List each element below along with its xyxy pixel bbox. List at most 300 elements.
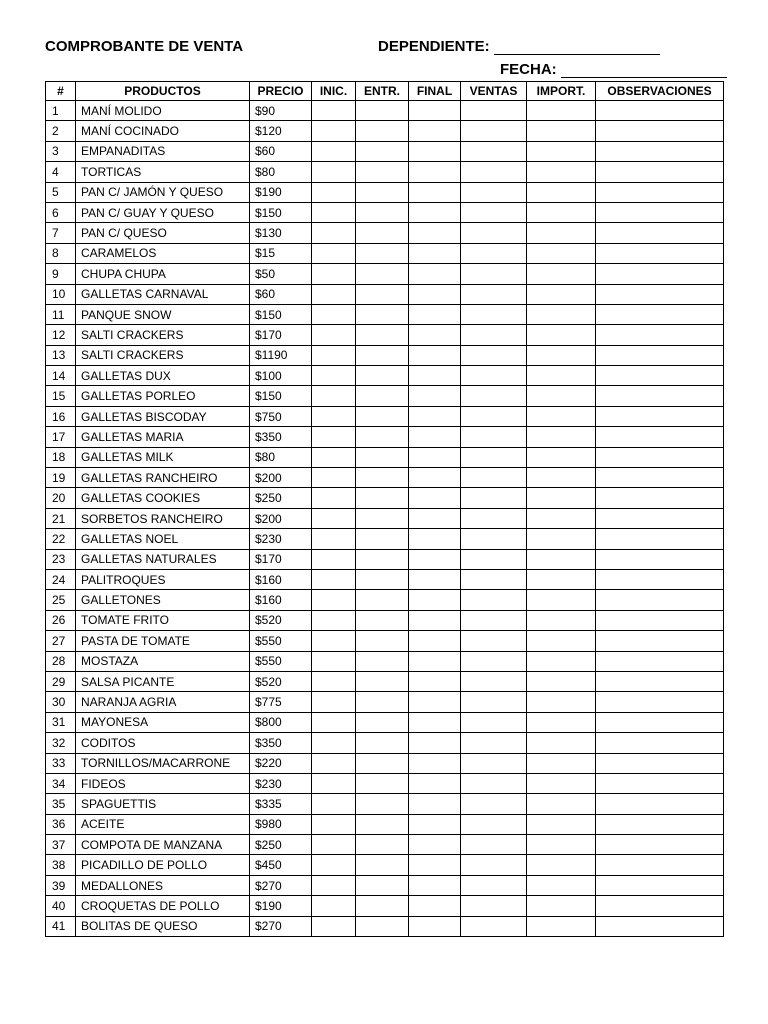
col-ventas-cell[interactable] [461,345,527,365]
col-ventas-cell[interactable] [461,182,527,202]
col-entr-cell[interactable] [356,671,409,691]
col-entr-cell[interactable] [356,162,409,182]
col-entr-cell[interactable] [356,488,409,508]
col-ventas-cell[interactable] [461,733,527,753]
col-inic-cell[interactable] [312,101,356,121]
col-import-cell[interactable] [527,162,596,182]
col-observaciones-cell[interactable] [596,569,724,589]
col-number-cell: 30 [46,692,76,712]
col-import-cell[interactable] [527,896,596,916]
col-inic-cell[interactable] [312,549,356,569]
col-number-cell: 24 [46,569,76,589]
col-precio-cell: $130 [250,223,312,243]
table-row [46,325,724,345]
col-final-cell[interactable] [409,773,461,793]
col-final-cell[interactable] [409,488,461,508]
col-inic-cell[interactable] [312,814,356,834]
fecha-blank-line[interactable] [561,63,727,78]
col-final-cell[interactable] [409,304,461,324]
col-inic-cell[interactable] [312,345,356,365]
col-entr-cell[interactable] [356,855,409,875]
col-inic-cell[interactable] [312,386,356,406]
col-entr-cell[interactable] [356,692,409,712]
col-entr-cell[interactable] [356,447,409,467]
col-productos-cell: GALLETAS DUX [76,366,250,386]
col-inic-cell[interactable] [312,427,356,447]
col-ventas-cell[interactable] [461,386,527,406]
col-observaciones-cell[interactable] [596,671,724,691]
col-ventas-cell[interactable] [461,264,527,284]
col-ventas-cell[interactable] [461,101,527,121]
col-observaciones-cell[interactable] [596,896,724,916]
col-productos-cell: TOMATE FRITO [76,610,250,630]
col-entr-cell[interactable] [356,345,409,365]
col-number-cell: 7 [46,223,76,243]
table-row [46,753,724,773]
col-number-cell: 3 [46,141,76,161]
col-import-cell[interactable] [527,202,596,222]
col-final-cell[interactable] [409,549,461,569]
col-ventas-cell[interactable] [461,406,527,426]
col-observaciones-cell[interactable] [596,549,724,569]
col-import-cell[interactable] [527,427,596,447]
col-observaciones-cell[interactable] [596,121,724,141]
col-import-cell[interactable] [527,733,596,753]
col-ventas-cell[interactable] [461,447,527,467]
col-entr-cell[interactable] [356,101,409,121]
col-number-cell: 16 [46,406,76,426]
col-entr-cell[interactable] [356,875,409,895]
col-inic-cell[interactable] [312,590,356,610]
col-import-cell[interactable] [527,712,596,732]
col-final-cell[interactable] [409,101,461,121]
col-import-cell[interactable] [527,223,596,243]
col-ventas-cell[interactable] [461,814,527,834]
col-ventas-cell[interactable] [461,610,527,630]
col-ventas-cell[interactable] [461,243,527,263]
col-entr-cell[interactable] [356,569,409,589]
table-row [46,264,724,284]
col-import-cell[interactable] [527,325,596,345]
col-observaciones-cell[interactable] [596,916,724,936]
col-productos-cell: PALITROQUES [76,569,250,589]
col-entr-cell[interactable] [356,631,409,651]
col-entr-cell[interactable] [356,243,409,263]
col-ventas-cell[interactable] [461,916,527,936]
col-observaciones-cell[interactable] [596,631,724,651]
col-inic-cell[interactable] [312,855,356,875]
col-inic-cell[interactable] [312,753,356,773]
col-productos-cell: PASTA DE TOMATE [76,631,250,651]
col-final-cell[interactable] [409,855,461,875]
col-productos-cell: SPAGUETTIS [76,794,250,814]
col-inic-cell[interactable] [312,896,356,916]
col-entr-cell[interactable] [356,223,409,243]
col-final-cell[interactable] [409,427,461,447]
col-ventas-cell[interactable] [461,162,527,182]
col-entr-cell[interactable] [356,406,409,426]
table-row [46,427,724,447]
col-final-cell[interactable] [409,916,461,936]
col-precio-cell: $250 [250,488,312,508]
col-entr-cell[interactable] [356,508,409,528]
col-final-cell[interactable] [409,386,461,406]
col-import-cell[interactable] [527,610,596,630]
col-import-cell[interactable] [527,671,596,691]
col-import-cell[interactable] [527,101,596,121]
col-observaciones-cell[interactable] [596,243,724,263]
col-productos-cell: GALLETAS MARIA [76,427,250,447]
col-final-cell[interactable] [409,447,461,467]
col-final-cell[interactable] [409,814,461,834]
col-final-cell[interactable] [409,182,461,202]
col-final-cell[interactable] [409,733,461,753]
col-entr-header: ENTR. [356,82,409,101]
col-observaciones-cell[interactable] [596,529,724,549]
col-final-cell[interactable] [409,264,461,284]
col-import-cell[interactable] [527,243,596,263]
col-import-cell[interactable] [527,141,596,161]
col-precio-cell: $450 [250,855,312,875]
col-number-cell: 8 [46,243,76,263]
col-entr-cell[interactable] [356,896,409,916]
col-import-cell[interactable] [527,488,596,508]
col-inic-cell[interactable] [312,488,356,508]
table-row [46,162,724,182]
table-row [46,386,724,406]
col-observaciones-cell[interactable] [596,182,724,202]
col-observaciones-cell[interactable] [596,304,724,324]
col-precio-cell: $100 [250,366,312,386]
col-inic-cell[interactable] [312,182,356,202]
col-import-cell[interactable] [527,468,596,488]
col-ventas-cell[interactable] [461,875,527,895]
col-ventas-cell[interactable] [461,427,527,447]
col-observaciones-cell[interactable] [596,712,724,732]
col-observaciones-cell[interactable] [596,610,724,630]
col-entr-cell[interactable] [356,325,409,345]
col-final-cell[interactable] [409,875,461,895]
col-entr-cell[interactable] [356,610,409,630]
col-entr-cell[interactable] [356,366,409,386]
col-import-cell[interactable] [527,529,596,549]
col-productos-cell: COMPOTA DE MANZANA [76,835,250,855]
col-observaciones-cell[interactable] [596,590,724,610]
col-number-cell: 5 [46,182,76,202]
col-final-cell[interactable] [409,243,461,263]
col-import-cell[interactable] [527,875,596,895]
col-ventas-cell[interactable] [461,549,527,569]
table-row [46,794,724,814]
table-row [46,304,724,324]
col-number-header: # [46,82,76,101]
col-ventas-cell[interactable] [461,794,527,814]
col-ventas-cell[interactable] [461,325,527,345]
dependiente-blank-line[interactable] [494,40,660,55]
col-productos-cell: SALTI CRACKERS [76,325,250,345]
table-row [46,610,724,630]
col-inic-cell[interactable] [312,264,356,284]
col-inic-cell[interactable] [312,121,356,141]
col-entr-cell[interactable] [356,651,409,671]
col-ventas-cell[interactable] [461,692,527,712]
col-observaciones-cell[interactable] [596,753,724,773]
col-final-cell[interactable] [409,162,461,182]
col-precio-cell: $190 [250,896,312,916]
col-entr-cell[interactable] [356,529,409,549]
col-ventas-cell[interactable] [461,651,527,671]
col-observaciones-cell[interactable] [596,101,724,121]
col-import-cell[interactable] [527,284,596,304]
col-entr-cell[interactable] [356,304,409,324]
col-entr-cell[interactable] [356,141,409,161]
col-observaciones-cell[interactable] [596,162,724,182]
col-observaciones-cell[interactable] [596,325,724,345]
col-final-cell[interactable] [409,610,461,630]
col-import-cell[interactable] [527,835,596,855]
col-number-cell: 22 [46,529,76,549]
col-observaciones-cell[interactable] [596,794,724,814]
col-ventas-cell[interactable] [461,753,527,773]
col-precio-cell: $200 [250,468,312,488]
col-final-cell[interactable] [409,121,461,141]
col-entr-cell[interactable] [356,386,409,406]
col-inic-cell[interactable] [312,794,356,814]
col-entr-cell[interactable] [356,427,409,447]
col-inic-cell[interactable] [312,671,356,691]
col-ventas-cell[interactable] [461,223,527,243]
col-observaciones-cell[interactable] [596,773,724,793]
col-inic-cell[interactable] [312,406,356,426]
col-inic-cell[interactable] [312,875,356,895]
col-ventas-cell[interactable] [461,121,527,141]
col-inic-cell[interactable] [312,243,356,263]
col-import-cell[interactable] [527,549,596,569]
col-import-cell[interactable] [527,121,596,141]
col-inic-cell[interactable] [312,447,356,467]
col-inic-cell[interactable] [312,366,356,386]
col-final-cell[interactable] [409,202,461,222]
col-entr-cell[interactable] [356,753,409,773]
col-inic-cell[interactable] [312,610,356,630]
col-precio-cell: $15 [250,243,312,263]
col-precio-cell: $1190 [250,345,312,365]
col-observaciones-cell[interactable] [596,202,724,222]
col-ventas-cell[interactable] [461,468,527,488]
col-import-cell[interactable] [527,855,596,875]
col-ventas-cell[interactable] [461,855,527,875]
col-observaciones-cell[interactable] [596,264,724,284]
col-import-cell[interactable] [527,916,596,936]
col-observaciones-cell[interactable] [596,284,724,304]
col-ventas-cell[interactable] [461,304,527,324]
col-ventas-cell[interactable] [461,671,527,691]
col-observaciones-cell[interactable] [596,366,724,386]
col-productos-cell: CHUPA CHUPA [76,264,250,284]
col-entr-cell[interactable] [356,916,409,936]
col-entr-cell[interactable] [356,121,409,141]
col-final-cell[interactable] [409,835,461,855]
col-observaciones-cell[interactable] [596,447,724,467]
col-inic-cell[interactable] [312,468,356,488]
col-ventas-cell[interactable] [461,202,527,222]
col-inic-cell[interactable] [312,569,356,589]
col-final-cell[interactable] [409,569,461,589]
col-final-cell[interactable] [409,896,461,916]
col-observaciones-cell[interactable] [596,406,724,426]
col-final-cell[interactable] [409,366,461,386]
table-row [46,508,724,528]
col-ventas-cell[interactable] [461,141,527,161]
col-final-cell[interactable] [409,692,461,712]
col-import-cell[interactable] [527,794,596,814]
col-observaciones-cell[interactable] [596,651,724,671]
col-entr-cell[interactable] [356,733,409,753]
col-import-cell[interactable] [527,406,596,426]
col-import-cell[interactable] [527,447,596,467]
col-final-cell[interactable] [409,671,461,691]
col-inic-cell[interactable] [312,162,356,182]
col-productos-cell: GALLETAS NATURALES [76,549,250,569]
col-import-cell[interactable] [527,569,596,589]
col-final-cell[interactable] [409,345,461,365]
col-ventas-cell[interactable] [461,631,527,651]
col-entr-cell[interactable] [356,835,409,855]
col-inic-cell[interactable] [312,773,356,793]
col-precio-cell: $80 [250,447,312,467]
col-final-cell[interactable] [409,631,461,651]
col-final-cell[interactable] [409,223,461,243]
col-observaciones-cell[interactable] [596,814,724,834]
col-import-cell[interactable] [527,651,596,671]
col-import-cell[interactable] [527,345,596,365]
col-observaciones-cell[interactable] [596,835,724,855]
col-final-cell[interactable] [409,651,461,671]
col-ventas-cell[interactable] [461,773,527,793]
col-inic-cell[interactable] [312,651,356,671]
col-inic-cell[interactable] [312,916,356,936]
col-inic-cell[interactable] [312,508,356,528]
col-ventas-cell[interactable] [461,488,527,508]
col-observaciones-cell[interactable] [596,733,724,753]
col-entr-cell[interactable] [356,182,409,202]
col-ventas-cell[interactable] [461,284,527,304]
col-productos-cell: SALTI CRACKERS [76,345,250,365]
col-import-cell[interactable] [527,814,596,834]
col-observaciones-cell[interactable] [596,875,724,895]
col-import-cell[interactable] [527,386,596,406]
col-ventas-cell[interactable] [461,712,527,732]
col-final-cell[interactable] [409,590,461,610]
col-inic-cell[interactable] [312,631,356,651]
col-inic-cell[interactable] [312,529,356,549]
col-entr-cell[interactable] [356,284,409,304]
col-final-cell[interactable] [409,753,461,773]
col-final-cell[interactable] [409,325,461,345]
col-inic-cell[interactable] [312,712,356,732]
table-row [46,855,724,875]
col-inic-cell[interactable] [312,304,356,324]
col-precio-cell: $190 [250,182,312,202]
col-final-cell[interactable] [409,794,461,814]
col-observaciones-cell[interactable] [596,508,724,528]
col-productos-cell: MEDALLONES [76,875,250,895]
col-ventas-cell[interactable] [461,896,527,916]
col-productos-cell: PAN C/ JAMÓN Y QUESO [76,182,250,202]
col-ventas-cell[interactable] [461,529,527,549]
col-ventas-cell[interactable] [461,569,527,589]
col-inic-cell[interactable] [312,202,356,222]
col-ventas-cell[interactable] [461,590,527,610]
col-number-cell: 29 [46,671,76,691]
col-observaciones-cell[interactable] [596,468,724,488]
col-entr-cell[interactable] [356,794,409,814]
col-observaciones-cell[interactable] [596,855,724,875]
col-import-cell[interactable] [527,182,596,202]
col-observaciones-cell[interactable] [596,427,724,447]
col-entr-cell[interactable] [356,264,409,284]
col-import-cell[interactable] [527,773,596,793]
col-final-cell[interactable] [409,712,461,732]
col-final-cell[interactable] [409,284,461,304]
col-inic-cell[interactable] [312,141,356,161]
col-observaciones-cell[interactable] [596,141,724,161]
col-import-cell[interactable] [527,264,596,284]
col-import-cell[interactable] [527,692,596,712]
col-entr-cell[interactable] [356,468,409,488]
col-entr-cell[interactable] [356,590,409,610]
col-precio-cell: $980 [250,814,312,834]
col-ventas-cell[interactable] [461,835,527,855]
col-final-cell[interactable] [409,141,461,161]
col-final-cell[interactable] [409,406,461,426]
col-precio-cell: $270 [250,875,312,895]
col-entr-cell[interactable] [356,712,409,732]
col-number-cell: 38 [46,855,76,875]
dependiente-field [378,38,660,55]
col-entr-cell[interactable] [356,814,409,834]
col-import-cell[interactable] [527,753,596,773]
col-entr-cell[interactable] [356,202,409,222]
col-final-cell[interactable] [409,468,461,488]
col-import-cell[interactable] [527,366,596,386]
col-inic-cell[interactable] [312,325,356,345]
col-productos-cell: GALLETAS COOKIES [76,488,250,508]
col-inic-cell[interactable] [312,835,356,855]
col-observaciones-cell[interactable] [596,345,724,365]
col-inic-cell[interactable] [312,284,356,304]
col-final-cell[interactable] [409,508,461,528]
col-inic-cell[interactable] [312,223,356,243]
col-productos-cell: GALLETAS BISCODAY [76,406,250,426]
col-import-cell[interactable] [527,631,596,651]
col-inic-cell[interactable] [312,692,356,712]
col-ventas-cell[interactable] [461,508,527,528]
col-inic-cell[interactable] [312,733,356,753]
col-final-cell[interactable] [409,529,461,549]
col-observaciones-cell[interactable] [596,692,724,712]
col-ventas-cell[interactable] [461,366,527,386]
table-body [46,101,724,937]
col-entr-cell[interactable] [356,549,409,569]
col-entr-cell[interactable] [356,773,409,793]
col-import-cell[interactable] [527,590,596,610]
col-observaciones-cell[interactable] [596,223,724,243]
col-import-cell[interactable] [527,508,596,528]
col-observaciones-cell[interactable] [596,488,724,508]
col-observaciones-cell[interactable] [596,386,724,406]
col-import-cell[interactable] [527,304,596,324]
